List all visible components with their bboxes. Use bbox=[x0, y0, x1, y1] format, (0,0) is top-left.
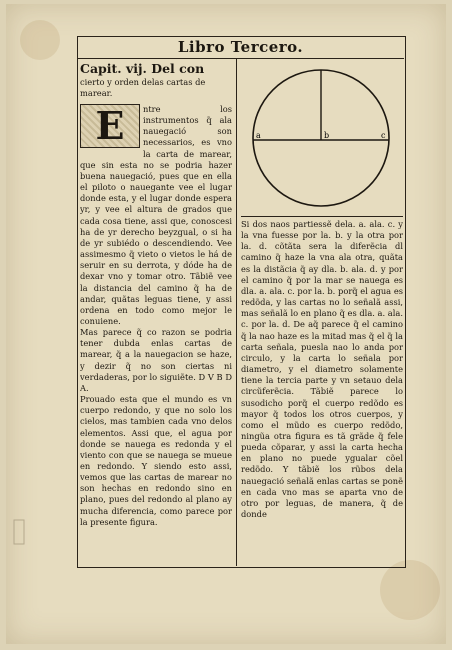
right-column bbox=[241, 62, 403, 562]
drop-cap-letter: E bbox=[95, 103, 125, 148]
paper-stain bbox=[380, 560, 440, 620]
chapter-subtitle: cierto y orden delas cartas de marear. bbox=[80, 77, 206, 98]
column-divider bbox=[236, 59, 237, 566]
page-header: Libro Tercero. bbox=[77, 36, 404, 59]
paragraph: ntre los instrumentos q̃ ala nauegació son necessarios, es vno la carta de marear, que sin esta no se podria hazer buena nauegació, pues que en ella el piloto o nauegante vee el lugar donde esta, y el lugar donde espera yr, y vee el altura de grados que cada cosa tiene, assi que, conoscesi ha de yr derecho beyzgual, o si ha de yr subiédo o descendiendo. Vee assimesmo q̃ vieto o vietos le há de seruir en su derrota, y dóde ha de dexar vno y tomar otro. Tãbiẽ vee la distancia del camino q̃ ha de andar, quãtas leguas tiene, y assi ordena en todo como mejor le conuiene. bbox=[80, 104, 232, 326]
chapter-title: Capit. vij. Del con bbox=[80, 62, 205, 76]
left-column bbox=[80, 62, 232, 562]
label-a: a bbox=[256, 131, 261, 140]
paragraph: Mas parece q̃ co razon se podria tener dubda enlas cartas de marear, q̃ a la nauegacion se haze, y dezir q̃ no son ciertas ni verdaderas, por lo siguiẽte. D V B D A. bbox=[80, 327, 232, 393]
figure-wrapper bbox=[241, 62, 403, 217]
paragraph: Prouado esta que el mundo es vn cuerpo redondo, y que no solo los cielos, mas tambien cada vno delos elementos. Assi que, el agua por donde se nauega es redonda y el viento con que se nauega se mueue en redondo. Y siendo esto assi, vemos que las cartas de marear no son hechas en redondo sino en plano, pues del redondo al plano ay mucha diferencia, como parece por la presente figura. bbox=[80, 394, 232, 527]
label-b: b bbox=[324, 131, 330, 140]
paragraph: Si dos naos partiessẽ dela. a. ala. c. y la vna fuesse por la. b. y la otra por la. d. cõtãta sera la diferẽcia dl camino q̃ haze la vna ala otra, quãta es la distãcia q̃ ay dla. b. ala. d. y por el camino q̃ por la mar se nauega es dla. a. ala. c. por la. b. porq̃ el agua es redõda, y las cartas no lo señalã assi, mas señalã lo en plano q̃ es dla. a. ala. c. por la. d. De aq̃ parece q̃ el camino q̃ la nao haze es la mitad mas q̃ el q̃ la carta señala, puesla nao lo anda por circulo, y la carta lo señala por diametro, y el diametro solamente tiene la tercia parte y vn setauo dela circũferẽcia. Tãbiẽ parece lo susodicho porq̃ el cuerpo redõdo es mayor q̃ todos los otros cuerpos, y como el mũdo es cuerpo redõdo, ningũa otra figura es tã grãde q̃ fele pueda cõparar, y assi la carta hecha en plano no puede ygualar cõel redõdo. Y tãbiẽ los rũbos dela nauegació señalã enlas cartas se ponẽ en cada vno mas se aparta vno de otro por leguas, de manera, q̃ de donde bbox=[241, 219, 403, 520]
label-c: c bbox=[381, 131, 386, 140]
circle-diagram bbox=[241, 62, 401, 212]
drop-cap bbox=[80, 104, 140, 148]
stamp-box bbox=[14, 520, 24, 544]
margin-stamp bbox=[8, 430, 38, 550]
paper-stain bbox=[20, 20, 60, 60]
